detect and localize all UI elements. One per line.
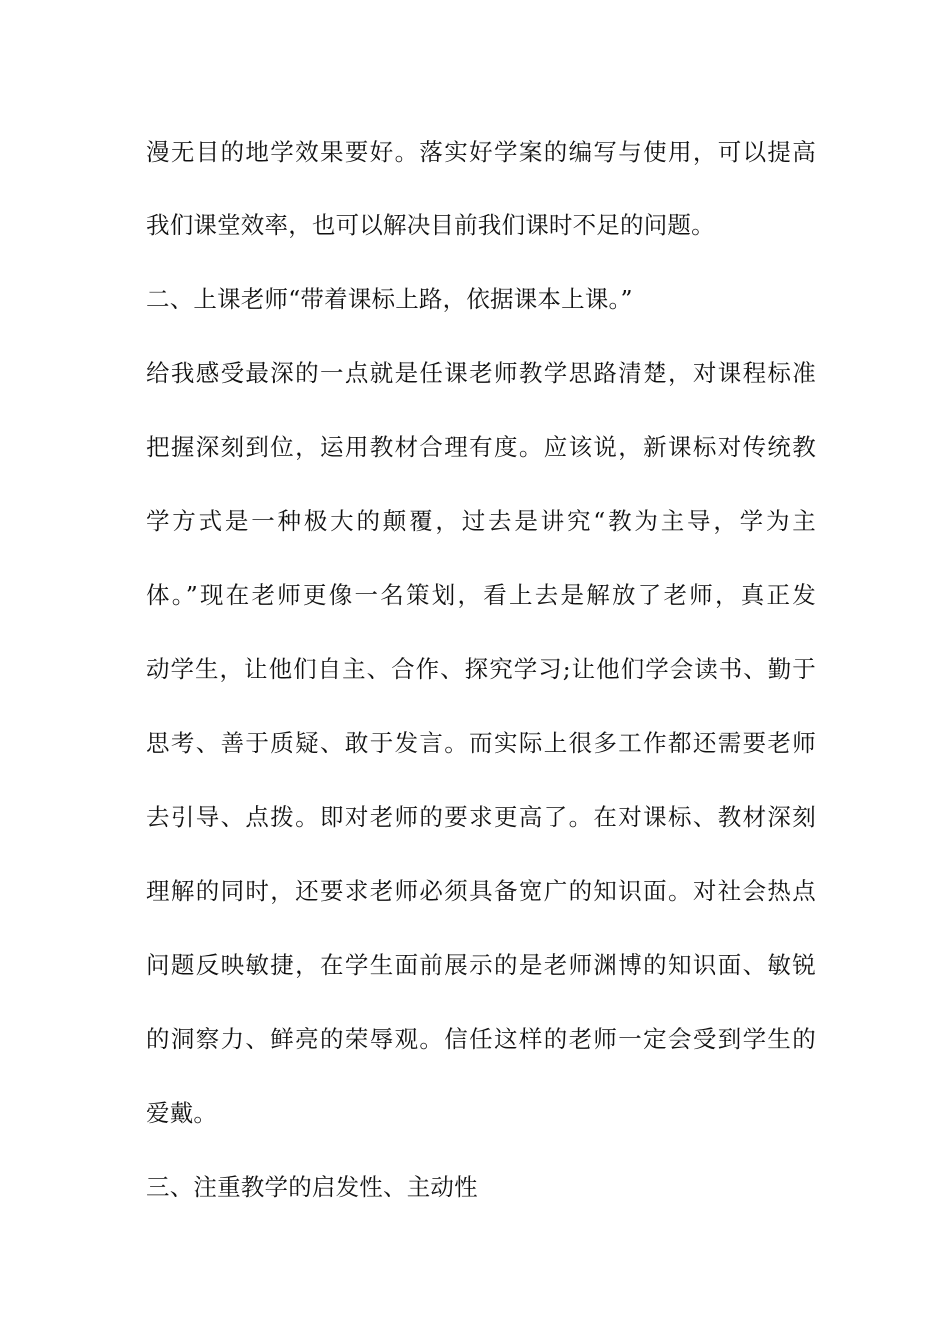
paragraph-line: 问题反映敏捷，在学生面前展示的是老师渊博的知识面、敏锐 <box>146 951 816 979</box>
paragraph-line: 的洞察力、鲜亮的荣辱观。信任这样的老师一定会受到学生的 <box>146 1025 816 1053</box>
section-heading: 三、注重教学的启发性、主动性 <box>146 1173 478 1201</box>
paragraph-line: 思考、善于质疑、敢于发言。而实际上很多工作都还需要老师 <box>146 729 816 757</box>
paragraph-line: 漫无目的地学效果要好。落实好学案的编写与使用，可以提高 <box>146 138 816 166</box>
paragraph-line: 爱戴。 <box>146 1099 218 1127</box>
paragraph-line: 去引导、点拨。即对老师的要求更高了。在对课标、教材深刻 <box>146 803 816 831</box>
paragraph-line: 体。”现在老师更像一名策划，看上去是解放了老师，真正发 <box>146 581 816 609</box>
paragraph-line: 我们课堂效率，也可以解决目前我们课时不足的问题。 <box>146 211 715 239</box>
paragraph-line: 动学生，让他们自主、合作、探究学习;让他们学会读书、勤于 <box>146 655 816 683</box>
paragraph-line: 给我感受最深的一点就是任课老师教学思路清楚，对课程标准 <box>146 359 816 387</box>
section-heading: 二、上课老师“带着课标上路，依据课本上课。” <box>146 285 633 313</box>
paragraph-line: 理解的同时，还要求老师必须具备宽广的知识面。对社会热点 <box>146 877 816 905</box>
paragraph-line: 把握深刻到位，运用教材合理有度。应该说，新课标对传统教 <box>146 433 816 461</box>
paragraph-line: 学方式是一种极大的颠覆，过去是讲究“教为主导，学为主 <box>146 507 816 535</box>
